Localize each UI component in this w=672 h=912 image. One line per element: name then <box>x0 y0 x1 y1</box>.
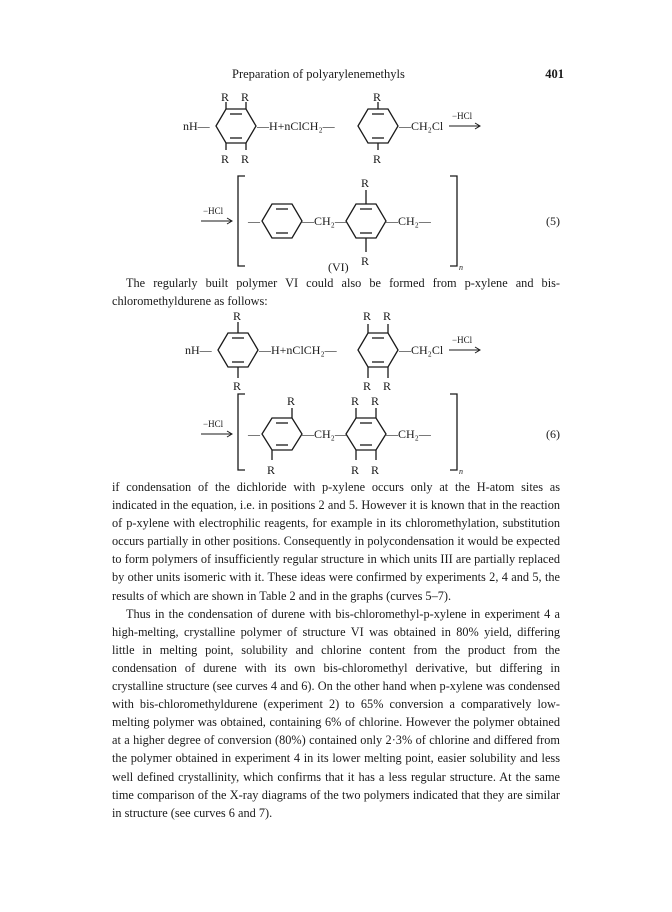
benzene-ring-1 <box>216 102 256 150</box>
reaction-arrow <box>449 123 480 129</box>
page-header <box>0 67 672 85</box>
substituent-r: R <box>361 176 370 190</box>
substituent-r: R <box>383 379 392 393</box>
bond: — <box>248 214 260 228</box>
ch2-link: —CH₂— <box>302 214 347 228</box>
ch2-end: —CH₂— <box>386 427 431 441</box>
benzene-ring-2 <box>358 102 398 150</box>
equation-number: (5) <box>546 214 560 228</box>
intro-text: The regularly built polymer VI could also be formed from p-xylene and bis-chloromethyldurene as follows: <box>112 276 560 309</box>
reactant-suffix: —CH₂Cl <box>399 119 444 133</box>
benzene-ring-2 <box>358 324 398 378</box>
bond: — <box>248 427 260 441</box>
product-arrow-label: −HCl <box>203 419 224 429</box>
intro-paragraph <box>112 274 560 310</box>
running-title: Preparation of polyarylenemethyls <box>232 67 405 81</box>
substituent-r: R <box>287 394 296 408</box>
arrow-label: −HCl <box>452 111 473 121</box>
benzene-ring-3 <box>262 408 302 460</box>
substituent-r: R <box>371 394 380 408</box>
equation-number: (6) <box>546 427 560 441</box>
substituent-r: R <box>363 309 372 323</box>
substituent-r: R <box>241 90 250 104</box>
bracket-left <box>238 176 245 266</box>
page-number: 401 <box>545 67 564 81</box>
substituent-r: R <box>373 152 382 166</box>
product-arrow <box>201 431 232 437</box>
paragraph-2: Thus in the condensation of durene with bis-chloromethyl-p-xylene in experiment 4 a high-melting, crystalline polymer of structure VI was obtained in 80% yield, differing little in melting point, solubility and chlorine content from the product from the condensation of durene with its own bis-chloromethyl derivative, but differing in crystalline structure (see curves 4 and 6). On the other hand when p-xylene was condensed with bis-chloromethyldurene (experiment 2) to 65% conversion a comparatively low-melting polymer was obtained, containing 6% of chlorine. However the polymer obtained at a higher degree of conversion (80%) contained only 2·3% of chlorine and differed from the polymer obtained in experiment 4 in its lower melting point, easier solubility and less well defined crystallinity, which confirms that it has a less regular structure. At the same time comparison of the X-ray diagrams of the two polymers indicated that they are similar in structure (see curves 6 and 7). <box>112 606 560 820</box>
substituent-r: R <box>351 463 360 477</box>
substituent-r: R <box>267 463 276 477</box>
paragraph-1: if condensation of the dichloride with p-xylene occurs only at the H-atom sites as indicated in the equation, i.e. in positions 2 and 5. However it is known that in the reaction of p-xylene with electrophilic reagents, for example in its chloromethylation, substitution occurs partially in other positions. Consequently in polycondensation it would be expected to form polymers of insufficiently regular structure in which units III are partially replaced by other units isomeric with it. These ideas were confirmed by experiments 2, 4 and 5, the results of which are shown in Table 2 and in the graphs (curves 5–7). <box>112 480 560 603</box>
ch2-end: —CH₂— <box>386 214 431 228</box>
bracket-right <box>450 394 457 470</box>
substituent-r: R <box>233 379 242 393</box>
reactant-suffix: —CH₂Cl <box>399 343 444 357</box>
compound-label: (VI) <box>328 260 349 274</box>
reaction-arrow <box>449 347 480 353</box>
substituent-r: R <box>383 309 392 323</box>
reactant-link: —H+nClCH₂— <box>259 343 337 357</box>
bracket-left <box>238 394 245 470</box>
ch2-link: —CH₂— <box>302 427 347 441</box>
substituent-r: R <box>361 254 370 268</box>
body-text <box>112 478 560 822</box>
equation-5 <box>0 88 672 278</box>
substituent-r: R <box>221 152 230 166</box>
benzene-ring-4 <box>346 190 386 252</box>
benzene-ring-1 <box>218 322 258 378</box>
substituent-r: R <box>351 394 360 408</box>
bracket-right <box>450 176 457 266</box>
product-arrow-label: −HCl <box>203 206 224 216</box>
subscript-n: n <box>459 263 463 272</box>
reactant-prefix: nH— <box>185 343 212 357</box>
substituent-r: R <box>371 463 380 477</box>
substituent-r: R <box>233 309 242 323</box>
benzene-ring-3 <box>262 204 302 238</box>
reactant-prefix: nH— <box>183 119 210 133</box>
subscript-n: n <box>459 467 463 476</box>
equation-6 <box>0 308 672 480</box>
benzene-ring-4 <box>346 408 386 460</box>
substituent-r: R <box>363 379 372 393</box>
reactant-link: —H+nClCH₂— <box>257 119 335 133</box>
substituent-r: R <box>373 90 382 104</box>
product-arrow <box>201 218 232 224</box>
arrow-label: −HCl <box>452 335 473 345</box>
substituent-r: R <box>241 152 250 166</box>
substituent-r: R <box>221 90 230 104</box>
